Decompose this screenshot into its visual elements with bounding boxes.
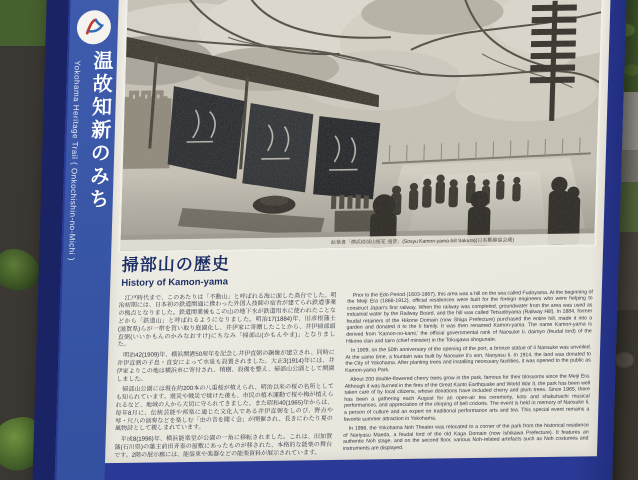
historic-photo-art <box>120 0 601 251</box>
vertical-title-japanese: 温故知新のみち <box>85 50 113 212</box>
title-block <box>121 250 594 288</box>
ja-paragraph-2: 明治42(1909)年、横浜開港50周年を記念し井伊直弼の銅像が建立され、同時に井伊直弼の子息・直安によって水泉も設置されました。大正3(1914)年には、井伊家よりこの地は横浜市に寄付され、植樹、設備を整え、掃部山公園として開園しました。 <box>116 350 335 383</box>
vertical-subtitle-english: Yokohama Heritage Trail ( Onkochishin-no-Michi ) <box>66 60 82 261</box>
photo-caption: 絵葉書「横浜掃部山桜花 遠景」(Sosyu Kamon-yama-hill Sakura)(日本郵趣協会蔵) <box>120 233 594 251</box>
ja-paragraph-4: 平成8(1996)年、横浜能楽堂が公園の一角に移転されました。これは、旧加賀藩(石川県)の藩主前田斉泰の屋敷にあったものが移された、本格的な能楽の舞台です。2階の展示廊には、能装束や楽器などの能楽資料が展示されています。 <box>114 434 333 459</box>
ja-paragraph-1: 江戸時代まで、このあたりは「不動山」と呼ばれる海に面した高台でした。明治初期には、日本初の鉄道開通に携わった外国人技師の宿舎が建てられ鉄道事業の拠点となりました。鉄道開業後もこの山の地下水が鉄道用水に使われたことなどから「鉄道山」と呼ばれるようになりました。明治17(1884)年、旧彦根藩士(滋賀県)らが一帯を買い取り庭園化し、井伊家に寄贈したことから、井伊掃部頭直弼(いいかもんのかみなおすけ)にちなみ「掃部山(かもんやま)」となりました。 <box>117 292 337 349</box>
sign-title-japanese: 掃部山の歴史 <box>121 254 231 275</box>
body-columns <box>114 289 593 463</box>
sign-white-panel <box>105 0 611 463</box>
en-paragraph-3: About 200 double-flowered cherry trees grow in the park, famous for their blossoms since the Meiji Era. Although it was burned in the fires of the Great Kanto Earthquake and World War II, the park has been well taken care of by local citizens, whose donations have included cherry and plum trees. Since 1965, there has been a gathering each August for an open-air tea ceremony, koto and shakuhachi musical performances, and appreciation of the chirping of bell crickets. The event is held in memory of Naosuke Ii, a person of culture and an expert on traditional performance arts and tea. This special event remains a favorite summer attraction in Yokohama. <box>343 373 591 423</box>
heritage-sign-board <box>32 0 628 480</box>
sign-title-english: History of Kamon-yama <box>121 276 229 289</box>
yokohama-heritage-trail-emblem-icon <box>76 10 111 44</box>
ja-paragraph-3: 掃部山公園には現在約200本の八重桜が植えられ、明治以来の桜の名所としても知られています。震災や戦災で焼けた後も、市民の植木運動で桜や梅が植えられるなど、地域の人から大切に守られてきました。また昭和40(1965)年からは、毎年8月に、伝統芸能や邦楽に通じた文化人である井伊直弼をしのび、野点や琴・尺八の演奏などを楽しむ「虫の音を聞く会」が開催され、長きにわたり夏の風物詩として親しまれています。 <box>114 384 334 433</box>
en-paragraph-1: Prior to the Edo Period (1603-1867), this area was a hill on the sea called Fudoyama. At the beginning of the Meiji Era (1868-1912), official residences were built for the foreign engineers who were helping to construct Japan's first railway. When the railway was completed, groundwater from the area was used as industrial water by the Railway Board, and the hill was called Tetsudoyama (Railway Hill). In 1884, former feudal retainers of the Hikone Domain (now Shiga Prefecture) purchased the entire hill, made it into a garden and donated it to the Ii family. It was then renamed Kamon-yama. The name Kamon-yama is derived from 'Kamon-no-kami,' the official governmental rank of Naosuke Ii, daimyo (feudal lord) of the Hikone clan and tairo (chief minister) in the Tokugawa shogunate. <box>345 289 593 345</box>
en-paragraph-4: In 1996, the Yokohama Noh Theater was relocated to a corner of the park from the historical residence of Nariyasu Maeda, a feudal lord of the old Kaga Domain (now Ishikawa Prefecture). It features an authentic Noh stage, and on the second floor, various Noh-related artefacts such as Noh costumes and instruments are displayed. <box>342 422 589 452</box>
en-paragraph-2: In 1909, on the 50th anniversary of the opening of the port, a bronze statue of Ii Naosuke was unveiled. At the same time, a fountain was built by Naosuke Ii's son, Naoyasu Ii. In 1914, the land was donated to the City of Yokohama. After planting trees and installing necessary facilities, it was opened to the public as Kamon-yama Park. <box>345 344 592 374</box>
historic-photo <box>120 0 601 251</box>
body-english-column <box>343 289 593 460</box>
body-japanese-column <box>114 293 337 464</box>
